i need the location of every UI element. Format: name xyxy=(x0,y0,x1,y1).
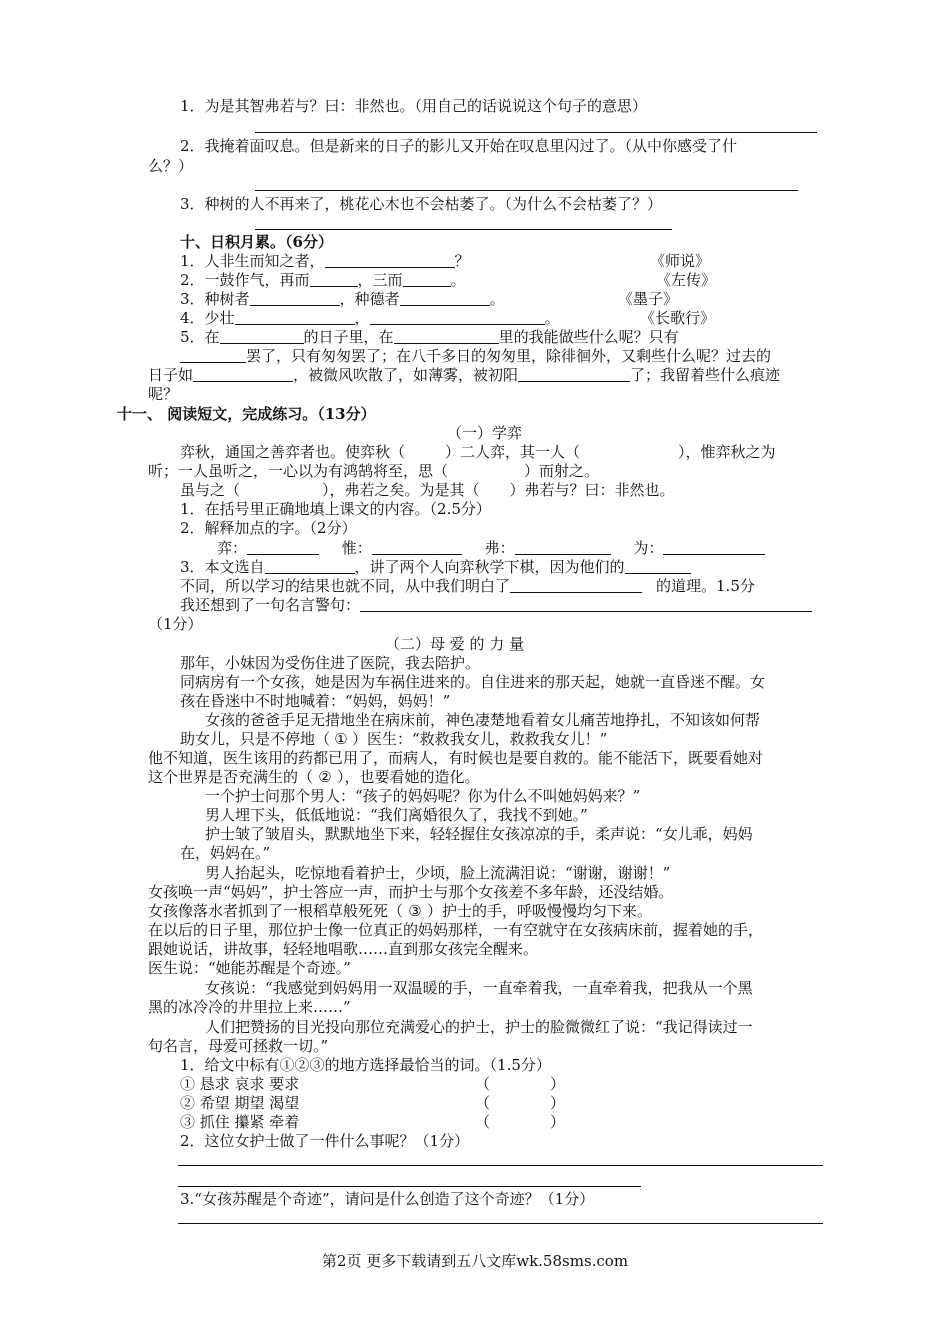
passage-line: 护士皱了皱眉头，默默地坐下来，轻轻握住女孩凉凉的手，柔声说：“女儿乖，妈妈 xyxy=(205,825,753,843)
marker: ③ xyxy=(408,902,422,920)
passage-line: 虽与之（ ），弗若之矣。为是其（ ）弗若与？曰：非然也。 xyxy=(180,481,675,499)
blank[interactable] xyxy=(370,309,545,325)
answer-line[interactable] xyxy=(178,1223,823,1224)
blank[interactable] xyxy=(247,539,319,555)
passage-line: 女孩说：“我感觉到妈妈用一双温暖的手，一直牵着我，一直牵着我，把我从一个黑 xyxy=(205,979,753,997)
passage-title: （二）母 爱 的 力 量 xyxy=(385,635,525,653)
source: 《师说》 xyxy=(650,252,711,270)
passage-line: 男人埋下头，低低地说：“我们离婚很久了，我找不到她。” xyxy=(205,806,588,824)
passage-line: 他不知道，医生该用的药都已用了，而病人，有时候也是要自救的。能不能活下，既要看她对 xyxy=(148,749,764,767)
q-text: （1分） xyxy=(148,615,203,633)
answer-line[interactable] xyxy=(255,132,817,133)
source: 《长歌行》 xyxy=(640,309,716,327)
blank[interactable] xyxy=(193,366,293,382)
blank[interactable] xyxy=(220,328,304,344)
answer-line[interactable] xyxy=(178,1165,823,1166)
fill-line: 呢？ xyxy=(148,385,179,403)
choice-row: ① 恳求 哀求 要求 xyxy=(180,1075,300,1093)
blank[interactable] xyxy=(515,539,611,555)
passage-line: 同病房有一个女孩，她是因为车祸住进来的。自住进来的那天起，她就一直昏迷不醒。女 xyxy=(180,673,766,691)
answer-line[interactable] xyxy=(178,1186,641,1187)
q-text: 我还想到了一句名言警句： xyxy=(180,596,812,615)
fill-line: 5．在 的日子里，在 里的我能做些什么呢？只有 xyxy=(180,328,679,346)
passage-line: 孩在昏迷中不时地喊着：“妈妈，妈妈！” xyxy=(180,692,451,710)
marker: ② xyxy=(318,768,332,786)
blank[interactable] xyxy=(518,366,630,382)
q-text: 不同，所以学习的结果也就不同，从中我们明白了 的道理。1.5分 xyxy=(180,577,755,595)
section-title: 十、日积月累。（6分） xyxy=(180,233,333,251)
marker: ① xyxy=(334,730,348,748)
blank[interactable] xyxy=(235,309,355,325)
q-text: 2．解释加点的字。（2分） xyxy=(180,519,357,537)
q-text: 3．种树的人不再来了，桃花心木也不会枯萎了。（为什么不会枯萎了？） xyxy=(180,195,663,213)
fill-line: 3．种树者 ，种德者 。 xyxy=(180,290,505,308)
blank[interactable] xyxy=(663,539,765,555)
q-text: 2．这位女护士做了一件什么事呢？（1分） xyxy=(180,1132,470,1150)
page-footer: 第2页 更多下载请到五八文库wk.58sms.com xyxy=(321,1252,629,1270)
fill-line: 2．一鼓作气，再而 ，三而 。 xyxy=(180,271,466,289)
section-title: 十一、 阅读短文，完成练习。（13分） xyxy=(117,405,376,423)
passage-line: 句名言，母爱可拯救一切。” xyxy=(148,1037,329,1055)
fill-line: 罢了，只有匆匆罢了；在八千多日的匆匆里，除徘徊外，又剩些什么呢？过去的 xyxy=(180,347,771,366)
word-blanks: 弈： 惟： 弗： 为： xyxy=(217,539,765,558)
q-text: 1．为是其智弗若与？曰：非然也。（用自己的话说说这个句子的意思） xyxy=(180,97,648,115)
q-text: 3．本文选自 ，讲了两个人向弈秋学下棋，因为他们的 xyxy=(180,558,691,577)
blank[interactable] xyxy=(403,271,451,287)
passage-line: 男人抬起头，吃惊地看着护士，少顷，脸上流满泪说：“谢谢，谢谢！” xyxy=(205,864,671,882)
q-text: 3.“女孩苏醒是个奇迹”，请问是什么创造了这个奇迹？（1分） xyxy=(180,1190,595,1208)
passage-line: 这个世界是否充满生的（ ② ），也要看她的造化。 xyxy=(148,768,480,786)
blank[interactable] xyxy=(180,347,246,363)
q-text: 么？） xyxy=(148,157,194,175)
fill-line: 4．少壮 ， 。 xyxy=(180,309,560,327)
blank[interactable] xyxy=(310,271,358,287)
answer-paren[interactable]: （ ） xyxy=(475,1075,566,1093)
passage-line: 一个护士问那个男人：“孩子的妈妈呢？你为什么不叫她妈妈来？” xyxy=(205,787,641,805)
passage-line: 黑的冰冷冷的井里拉上来……” xyxy=(148,998,351,1016)
blank[interactable] xyxy=(265,558,355,574)
passage-line: 女孩像落水者抓到了一根稻草般死死（ ③ ）护士的手，呼吸慢慢均匀下来。 xyxy=(148,902,653,920)
source: 《墨子》 xyxy=(618,290,679,308)
passage-line: 女孩唤一声“妈妈”，护士答应一声，而护士与那个女孩差不多年龄，还没结婚。 xyxy=(148,883,674,901)
passage-line: 弈秋，通国之善弈者也。使弈秋（ ）二人弈，其一人（ ），惟弈秋之为 xyxy=(180,443,776,461)
passage-line: 医生说：“她能苏醒是个奇迹。” xyxy=(148,959,351,977)
fill-line: 日子如 ，被微风吹散了，如薄雾，被初阳 了；我留着些什么痕迹 xyxy=(148,366,781,384)
q-text: 1．给文中标有①②③的地方选择最恰当的词。（1.5分） xyxy=(180,1056,551,1074)
passage-title: （一）学弈 xyxy=(447,424,523,442)
passage-line: 在以后的日子里，那位护士像一位真正的妈妈那样，一有空就守在女孩病床前，握着她的手， xyxy=(148,921,764,939)
fill-line: 1．人非生而知之者， ？ xyxy=(180,252,470,270)
blank[interactable] xyxy=(250,290,340,306)
passage-line: 助女儿，只是不停地（ ① ）医生：“救救我女儿，救救我女儿！” xyxy=(180,730,608,748)
blank[interactable] xyxy=(325,252,455,268)
choice-row: ③ 抓住 攥紧 牵着 xyxy=(180,1113,300,1131)
blank[interactable] xyxy=(625,558,691,574)
passage-line: 在，妈妈在。” xyxy=(180,844,271,862)
q-text: 1．在括号里正确地填上课文的内容。（2.5分） xyxy=(180,500,491,518)
blank[interactable] xyxy=(400,290,490,306)
choice-row: ② 希望 期望 渴望 xyxy=(180,1094,300,1112)
blank[interactable] xyxy=(510,577,642,593)
q-text: 2．我掩着面叹息。但是新来的日子的影儿又开始在叹息里闪过了。（从中你感受了什 xyxy=(180,137,738,155)
passage-line: 人们把赞扬的目光投向那位充满爱心的护士，护士的脸微微红了说：“我记得读过一 xyxy=(205,1018,753,1036)
passage-line: 那年，小妹因为受伤住进了医院，我去陪护。 xyxy=(180,654,481,672)
answer-line[interactable] xyxy=(255,229,672,230)
passage-line: 听；一人虽听之，一心以为有鸿鹄将至，思（ ）而射之。 xyxy=(148,462,600,480)
answer-paren[interactable]: （ ） xyxy=(475,1113,566,1131)
blank[interactable] xyxy=(372,539,462,555)
passage-line: 女孩的爸爸手足无措地坐在病床前，神色凄楚地看着女儿痛苦地挣扎，不知该如何帮 xyxy=(205,711,761,729)
answer-line[interactable] xyxy=(255,190,798,191)
blank[interactable] xyxy=(394,328,499,344)
source: 《左传》 xyxy=(656,271,717,289)
passage-line: 跟她说话，讲故事，轻轻地唱歌……直到那女孩完全醒来。 xyxy=(148,940,539,958)
answer-paren[interactable]: （ ） xyxy=(475,1094,566,1112)
blank[interactable] xyxy=(360,596,812,612)
